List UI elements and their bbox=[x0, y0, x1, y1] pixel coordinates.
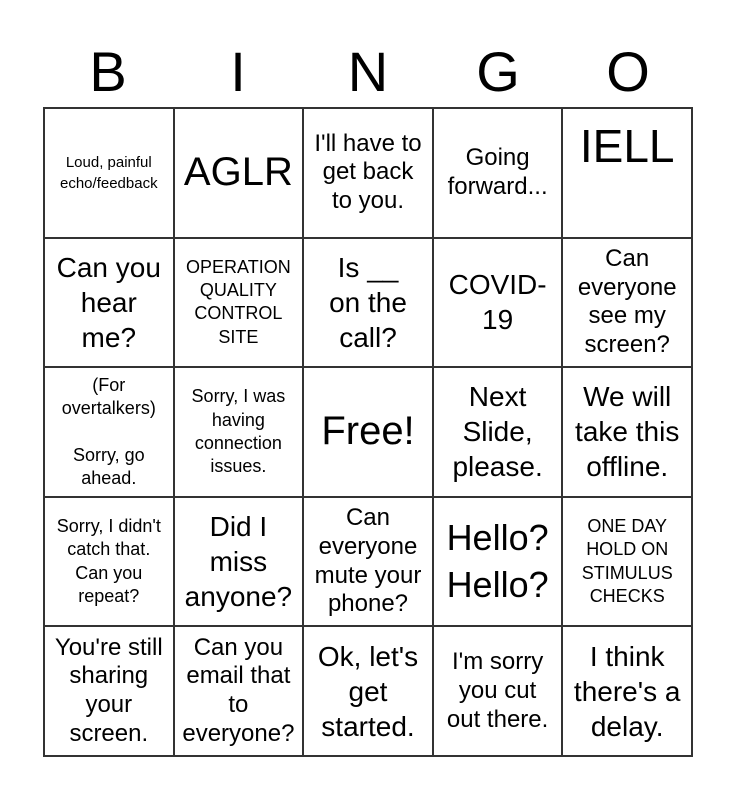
free-space-label: Free! bbox=[321, 409, 415, 454]
bingo-header bbox=[43, 40, 693, 104]
cell-text: Sorry, I was having connection issues. bbox=[191, 386, 286, 477]
cell-text: COVID- 19 bbox=[448, 269, 547, 336]
cell-text: You're still sharing your screen. bbox=[54, 633, 163, 747]
bingo-cell[interactable] bbox=[303, 626, 433, 756]
cell-text: (For overtalkers) Sorry, go ahead. bbox=[61, 374, 156, 489]
header-letter-o: O bbox=[606, 40, 650, 103]
cell-text: We will take this offline. bbox=[575, 381, 680, 483]
cell-text: Did I miss anyone? bbox=[184, 511, 293, 613]
cell-text: Ok, let's get started. bbox=[317, 640, 419, 742]
bingo-cell[interactable] bbox=[174, 238, 304, 368]
bingo-cell[interactable] bbox=[562, 626, 692, 756]
cell-text: OPERATION QUALITY CONTROL SITE bbox=[186, 256, 291, 347]
cell-text: I'll have to get back to you. bbox=[314, 129, 422, 215]
cell-text: AGLR bbox=[183, 150, 293, 195]
cell-text: Next Slide, please. bbox=[452, 381, 543, 483]
cell-text: Loud, painful echo/feedback bbox=[60, 153, 158, 192]
bingo-cell[interactable] bbox=[433, 108, 563, 238]
bingo-cell[interactable] bbox=[174, 626, 304, 756]
cell-text: IELL bbox=[579, 120, 675, 172]
cell-text: Can you hear me? bbox=[56, 251, 161, 353]
bingo-cell[interactable] bbox=[433, 626, 563, 756]
bingo-board bbox=[43, 107, 693, 757]
header-letter-i: I bbox=[230, 40, 246, 103]
bingo-cell[interactable] bbox=[44, 108, 174, 238]
free-space-cell[interactable] bbox=[303, 367, 433, 497]
bingo-cell[interactable] bbox=[44, 367, 174, 497]
cell-text: I think there's a delay. bbox=[573, 640, 681, 742]
bingo-cell[interactable] bbox=[44, 238, 174, 368]
bingo-cell[interactable] bbox=[562, 238, 692, 368]
bingo-cell[interactable] bbox=[562, 108, 692, 238]
bingo-cell[interactable] bbox=[433, 497, 563, 627]
bingo-cell[interactable] bbox=[303, 108, 433, 238]
bingo-cell[interactable] bbox=[433, 367, 563, 497]
bingo-cell[interactable] bbox=[303, 497, 433, 627]
bingo-cell[interactable] bbox=[174, 108, 304, 238]
bingo-cell[interactable] bbox=[562, 367, 692, 497]
cell-text: Can everyone mute your phone? bbox=[314, 504, 422, 618]
bingo-cell[interactable] bbox=[433, 238, 563, 368]
header-letter-g: G bbox=[476, 40, 520, 103]
cell-text: Hello? Hello? bbox=[446, 516, 549, 605]
cell-text: ONE DAY HOLD ON STIMULUS CHECKS bbox=[581, 515, 673, 606]
cell-text: Going forward... bbox=[447, 144, 548, 200]
cell-text: I'm sorry you cut out there. bbox=[446, 648, 549, 733]
bingo-cell[interactable] bbox=[44, 497, 174, 627]
bingo-cell[interactable] bbox=[303, 238, 433, 368]
cell-text: Sorry, I didn't catch that. Can you repeat? bbox=[56, 515, 161, 606]
cell-text: Can you email that to everyone? bbox=[182, 633, 295, 747]
bingo-cell[interactable] bbox=[174, 367, 304, 497]
cell-text: Can everyone see my screen? bbox=[577, 244, 677, 359]
header-letter-b: B bbox=[89, 40, 127, 103]
bingo-cell[interactable] bbox=[174, 497, 304, 627]
header-letter-n: N bbox=[347, 40, 389, 103]
bingo-cell[interactable] bbox=[44, 626, 174, 756]
bingo-cell[interactable] bbox=[562, 497, 692, 627]
cell-text: Is __ on the call? bbox=[329, 251, 407, 353]
